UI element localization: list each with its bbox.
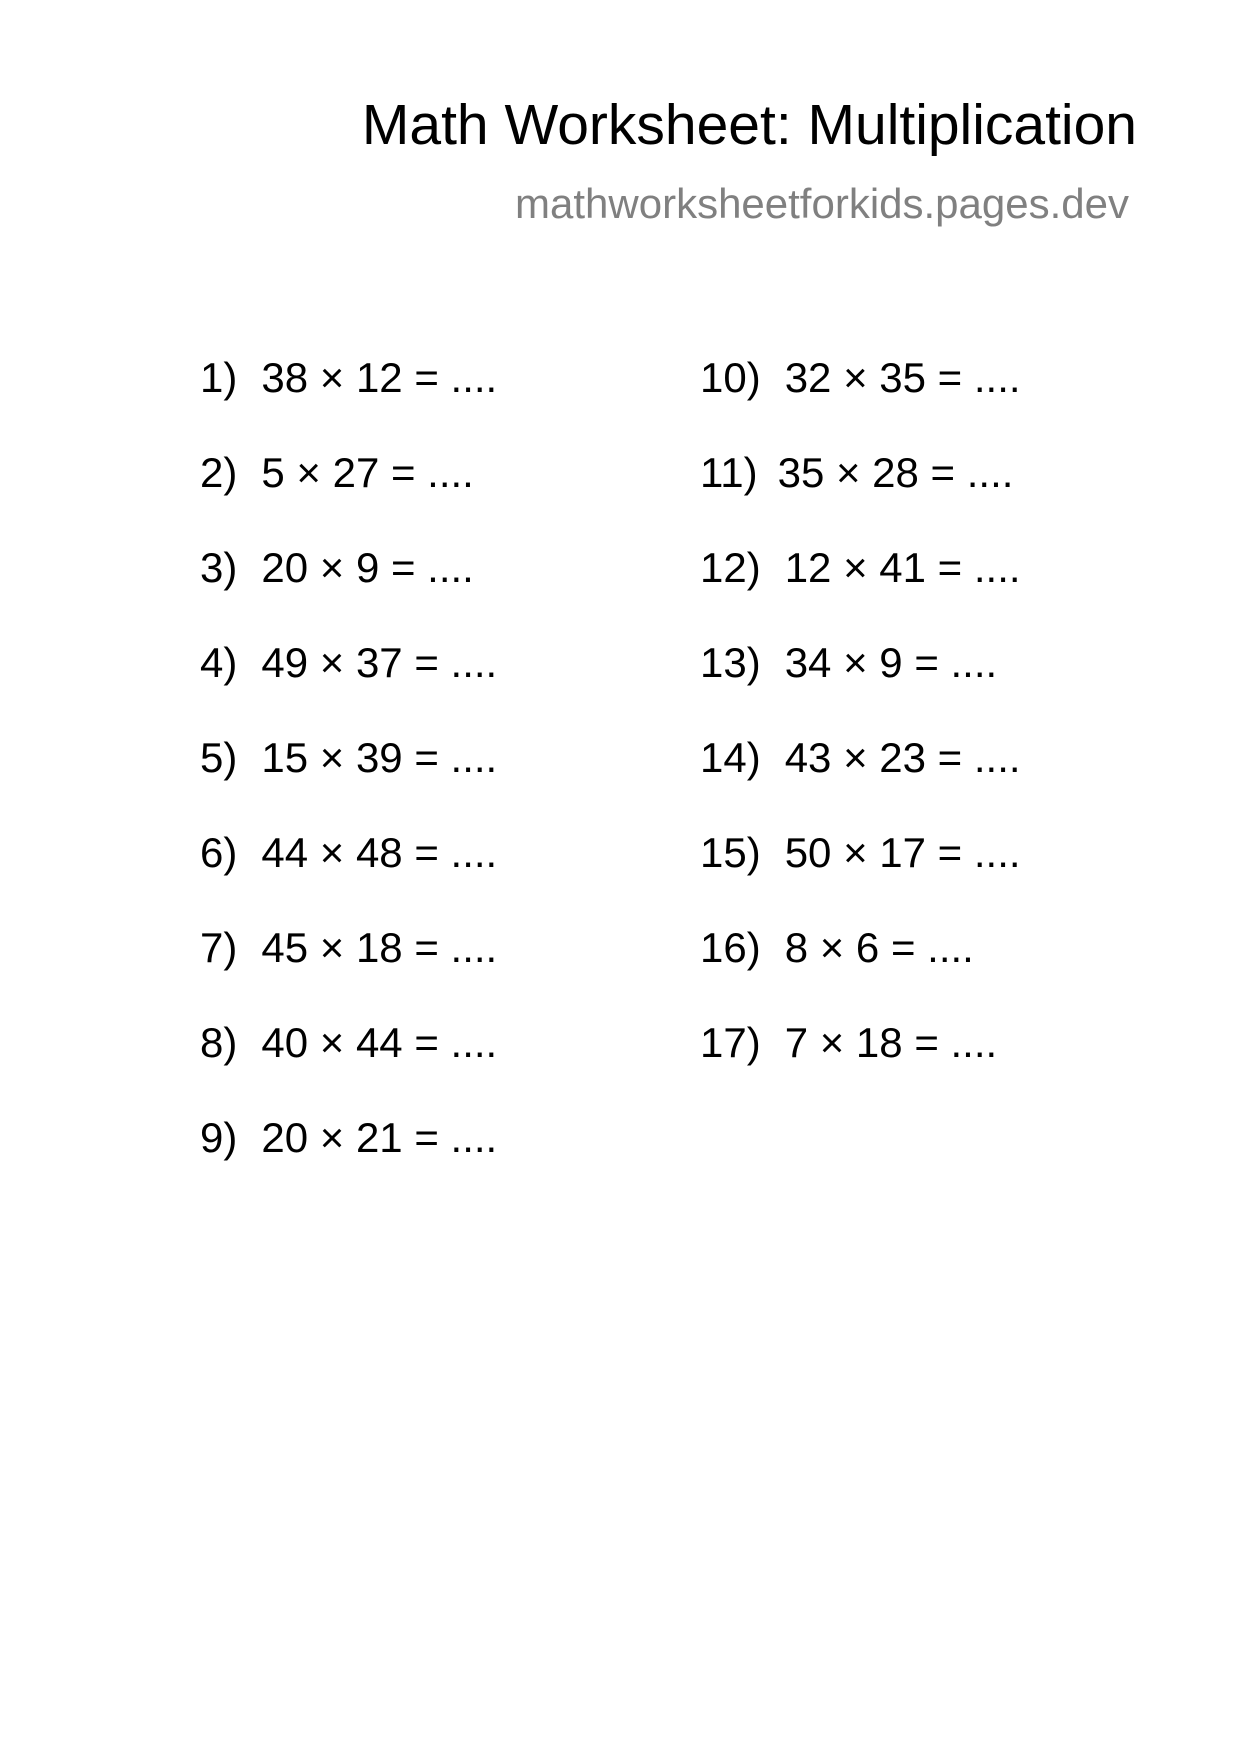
problem-item [200,734,498,781]
problem-expression: 20 × 9 = .... [261,544,474,591]
problem-number: 17) [700,1019,761,1066]
page-title: Math Worksheet: Multiplication [361,93,1137,157]
problem-item [700,449,1014,496]
problem-item [700,924,974,971]
problem-item [700,544,1021,591]
problem-number: 10) [700,354,761,401]
problem-expression: 12 × 41 = .... [784,544,1021,591]
problem-number: 1) [200,354,238,401]
problem-expression: 49 × 37 = .... [261,639,498,686]
problem-expression: 40 × 44 = .... [261,1019,498,1066]
site-url: mathworksheetforkids.pages.dev [515,180,1129,227]
problem-item [700,354,1021,401]
problem-number: 12) [700,544,761,591]
problem-expression: 8 × 6 = .... [784,924,974,971]
problem-item [200,449,474,496]
problem-item [200,1114,498,1161]
problem-number: 7) [200,924,238,971]
problem-number: 8) [200,1019,238,1066]
problem-expression: 44 × 48 = .... [261,829,498,876]
problem-expression: 32 × 35 = .... [784,354,1021,401]
problem-item [700,829,1021,876]
problem-item [200,924,498,971]
problem-number: 3) [200,544,238,591]
problem-number: 15) [700,829,761,876]
problem-number: 5) [200,734,238,781]
problem-number: 2) [200,449,238,496]
problem-number: 9) [200,1114,238,1161]
problem-number: 13) [700,639,761,686]
problem-expression: 43 × 23 = .... [784,734,1021,781]
problem-expression: 15 × 39 = .... [261,734,498,781]
problem-expression: 35 × 28 = .... [777,449,1014,496]
problem-item [200,1019,498,1066]
problem-item [200,544,474,591]
problem-expression: 45 × 18 = .... [261,924,498,971]
problem-expression: 34 × 9 = .... [784,639,998,686]
problem-expression: 20 × 21 = .... [261,1114,498,1161]
problem-number: 14) [700,734,761,781]
problem-item [200,829,498,876]
problem-expression: 5 × 27 = .... [261,449,474,496]
problem-item [700,639,998,686]
problem-item [700,1019,998,1066]
problem-item [700,734,1021,781]
problem-expression: 38 × 12 = .... [261,354,498,401]
problem-number: 16) [700,924,761,971]
problem-item [200,354,498,401]
problem-expression: 7 × 18 = .... [784,1019,998,1066]
problem-item [200,639,498,686]
problem-expression: 50 × 17 = .... [784,829,1021,876]
problem-number: 11) [700,449,758,496]
problem-number: 4) [200,639,238,686]
problem-number: 6) [200,829,238,876]
